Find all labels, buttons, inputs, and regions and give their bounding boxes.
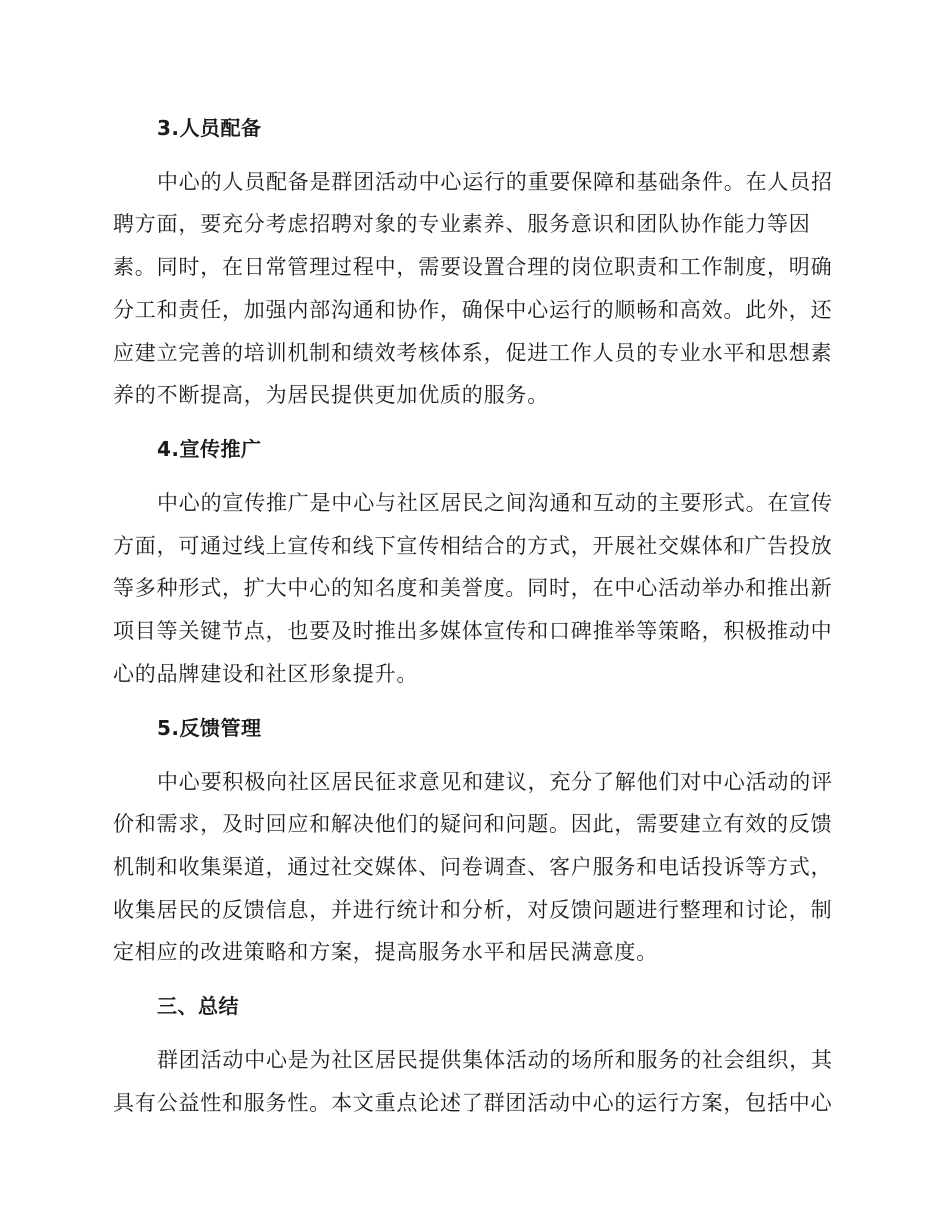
section-heading: 4.宣传推广 [157,437,262,461]
section-heading: 5.反馈管理 [157,716,262,740]
paragraph-line: 收集居民的反馈信息，并进行统计和分析，对反馈问题进行整理和讨论，制 [113,898,833,922]
paragraph-line: 中心要积极向社区居民征求意见和建议，充分了解他们对中心活动的评 [157,770,833,794]
paragraph-line: 聘方面，要充分考虑招聘对象的专业素养、服务意识和团队协作能力等因 [113,212,811,236]
section-heading: 3.人员配备 [157,116,262,140]
paragraph-line: 素。同时，在日常管理过程中，需要设置合理的岗位职责和工作制度，明确 [113,255,833,279]
paragraph-line: 群团活动中心是为社区居民提供集体活动的场所和服务的社会组织，其 [157,1048,833,1072]
paragraph-line: 价和需求，及时回应和解决他们的疑问和问题。因此，需要建立有效的反馈 [113,812,833,836]
paragraph-line: 中心的人员配备是群团活动中心运行的重要保障和基础条件。在人员招 [157,170,833,194]
paragraph-line: 定相应的改进策略和方案，提高服务水平和居民满意度。 [113,940,658,964]
paragraph-line: 养的不断提高，为居民提供更加优质的服务。 [113,383,549,407]
paragraph-line: 分工和责任，加强内部沟通和协作，确保中心运行的顺畅和高效。此外，还 [113,298,833,322]
paragraph-line: 等多种形式，扩大中心的知名度和美誉度。同时，在中心活动举办和推出新 [113,576,833,600]
paragraph-line: 机制和收集渠道，通过社交媒体、问卷调查、客户服务和电话投诉等方式， [113,855,833,879]
paragraph-line: 方面，可通过线上宣传和线下宣传相结合的方式，开展社交媒体和广告投放 [113,534,833,558]
paragraph-line: 应建立完善的培训机制和绩效考核体系，促进工作人员的专业水平和思想素 [113,341,833,365]
paragraph-line: 具有公益性和服务性。本文重点论述了群团活动中心的运行方案，包括中心 [113,1091,833,1115]
paragraph-line: 项目等关键节点，也要及时推出多媒体宣传和口碑推举等策略，积极推动中 [113,619,833,643]
paragraph-line: 中心的宣传推广是中心与社区居民之间沟通和互动的主要形式。在宣传 [157,491,833,515]
section-heading: 三、总结 [157,994,239,1018]
paragraph-line: 心的品牌建设和社区形象提升。 [113,662,419,686]
